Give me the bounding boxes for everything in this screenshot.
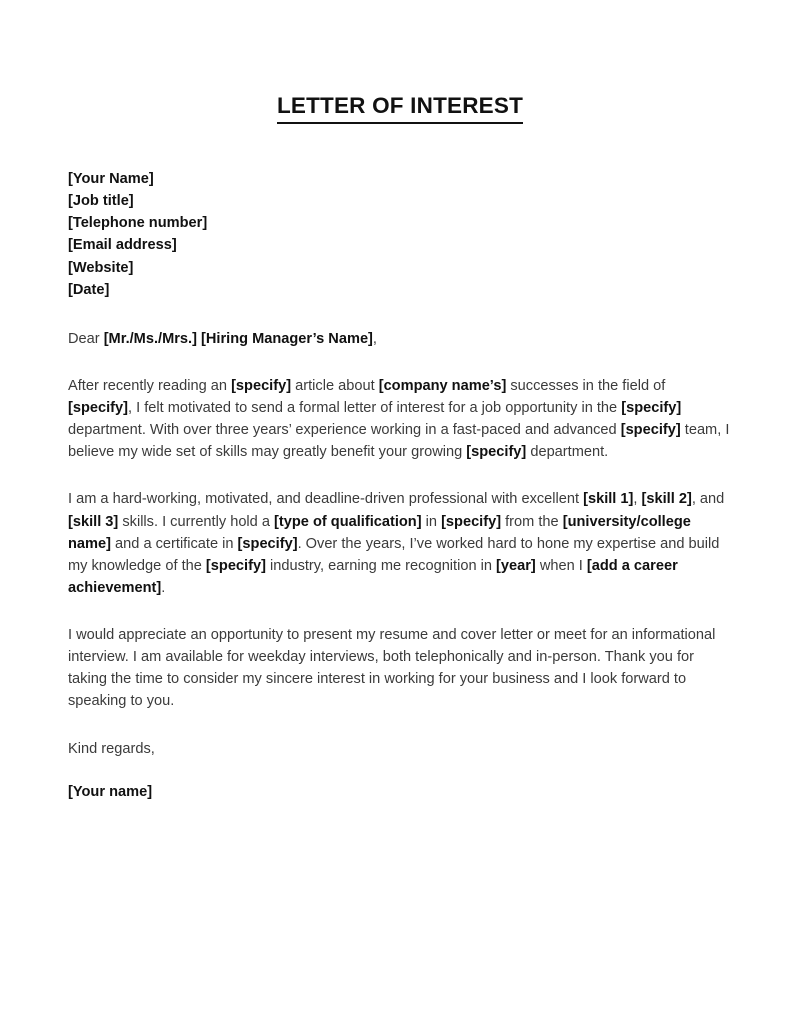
- prose-run: when I: [535, 557, 587, 574]
- sender-line-job-title: [Job title]: [68, 193, 134, 210]
- salutation-punctuation: ,: [372, 331, 377, 348]
- sender-line-telephone-number: [Telephone number]: [68, 215, 208, 232]
- placeholder-token: [specify]: [231, 378, 292, 395]
- placeholder-token: [year]: [496, 557, 536, 574]
- closing-line: Kind regards,: [68, 741, 155, 758]
- prose-run: skills. I currently hold a: [118, 513, 275, 530]
- salutation-greeting: Dear: [68, 331, 104, 348]
- prose-run: .: [161, 579, 166, 596]
- placeholder-token: [specify]: [205, 557, 266, 574]
- sender-line-date: [Date]: [68, 281, 110, 298]
- prose-run: department.: [526, 444, 609, 461]
- page-title: [68, 0, 732, 124]
- sender-line-email-address: [Email address]: [68, 237, 177, 254]
- placeholder-token: [company name’s]: [378, 378, 507, 395]
- letter-content: [68, 0, 732, 803]
- sender-line-your-name: [Your Name]: [68, 170, 154, 187]
- prose-run: department. With over three years’ experience working in a fast-paced and advanced: [68, 422, 621, 439]
- prose-run: article about: [291, 378, 379, 395]
- placeholder-token: [specify]: [621, 400, 682, 417]
- prose-run: After recently reading an: [68, 378, 232, 395]
- prose-run: in: [421, 513, 442, 530]
- prose-run: , I felt motivated to send a formal letter of interest for a job opportunity in the: [128, 400, 622, 417]
- placeholder-token: [skill 2]: [641, 491, 692, 508]
- placeholder-token: [specify]: [441, 513, 502, 530]
- sender-contact-block: [68, 168, 732, 301]
- body-paragraph-1: [68, 350, 730, 463]
- prose-run: ,: [633, 491, 642, 508]
- prose-run: I am a hard-working, motivated, and deadline-driven professional with excellent: [68, 491, 584, 508]
- placeholder-token: [specify]: [68, 400, 129, 417]
- placeholder-token: [specify]: [466, 444, 527, 461]
- prose-run: successes in the field of: [506, 378, 666, 395]
- prose-run: team, I believe my wide set of skills may greatly benefit your growing: [68, 422, 730, 461]
- prose-run: and a certificate in: [110, 535, 238, 552]
- body-paragraph-3: [68, 599, 730, 712]
- placeholder-token: [specify]: [237, 535, 298, 552]
- salutation-honorific-placeholder: [Mr./Ms./Mrs.]: [103, 331, 197, 348]
- prose-run: , and: [691, 491, 725, 508]
- prose-run: industry, earning me recognition in: [265, 557, 497, 574]
- placeholder-token: [skill 1]: [583, 491, 634, 508]
- placeholder-token: [specify]: [620, 422, 681, 439]
- salutation-recipient-placeholder: [Hiring Manager’s Name]: [201, 331, 373, 348]
- prose-run: from the: [501, 513, 563, 530]
- sender-line-website: [Website]: [68, 259, 134, 276]
- placeholder-token: [type of qualification]: [274, 513, 422, 530]
- salutation: [68, 328, 732, 350]
- body-paragraph-2: [68, 463, 730, 598]
- signature-line: [Your name]: [68, 784, 153, 801]
- placeholder-token: [skill 3]: [68, 513, 119, 530]
- prose-run: I would appreciate an opportunity to present my resume and cover letter or meet for an informational interview. I am available for weekday interviews, both telephonically and in-person. Thank you for taking the time to consider my sincere interest in working for your business and I look forward to speaking to you.: [68, 626, 716, 710]
- page-title-text: LETTER OF INTEREST: [277, 93, 523, 124]
- prose-run: . Over the years, I’ve worked hard to hone my expertise and build my knowledge of the: [68, 535, 720, 574]
- placeholder-token: [university/college name]: [68, 513, 691, 552]
- placeholder-token: [add a career achievement]: [68, 557, 678, 596]
